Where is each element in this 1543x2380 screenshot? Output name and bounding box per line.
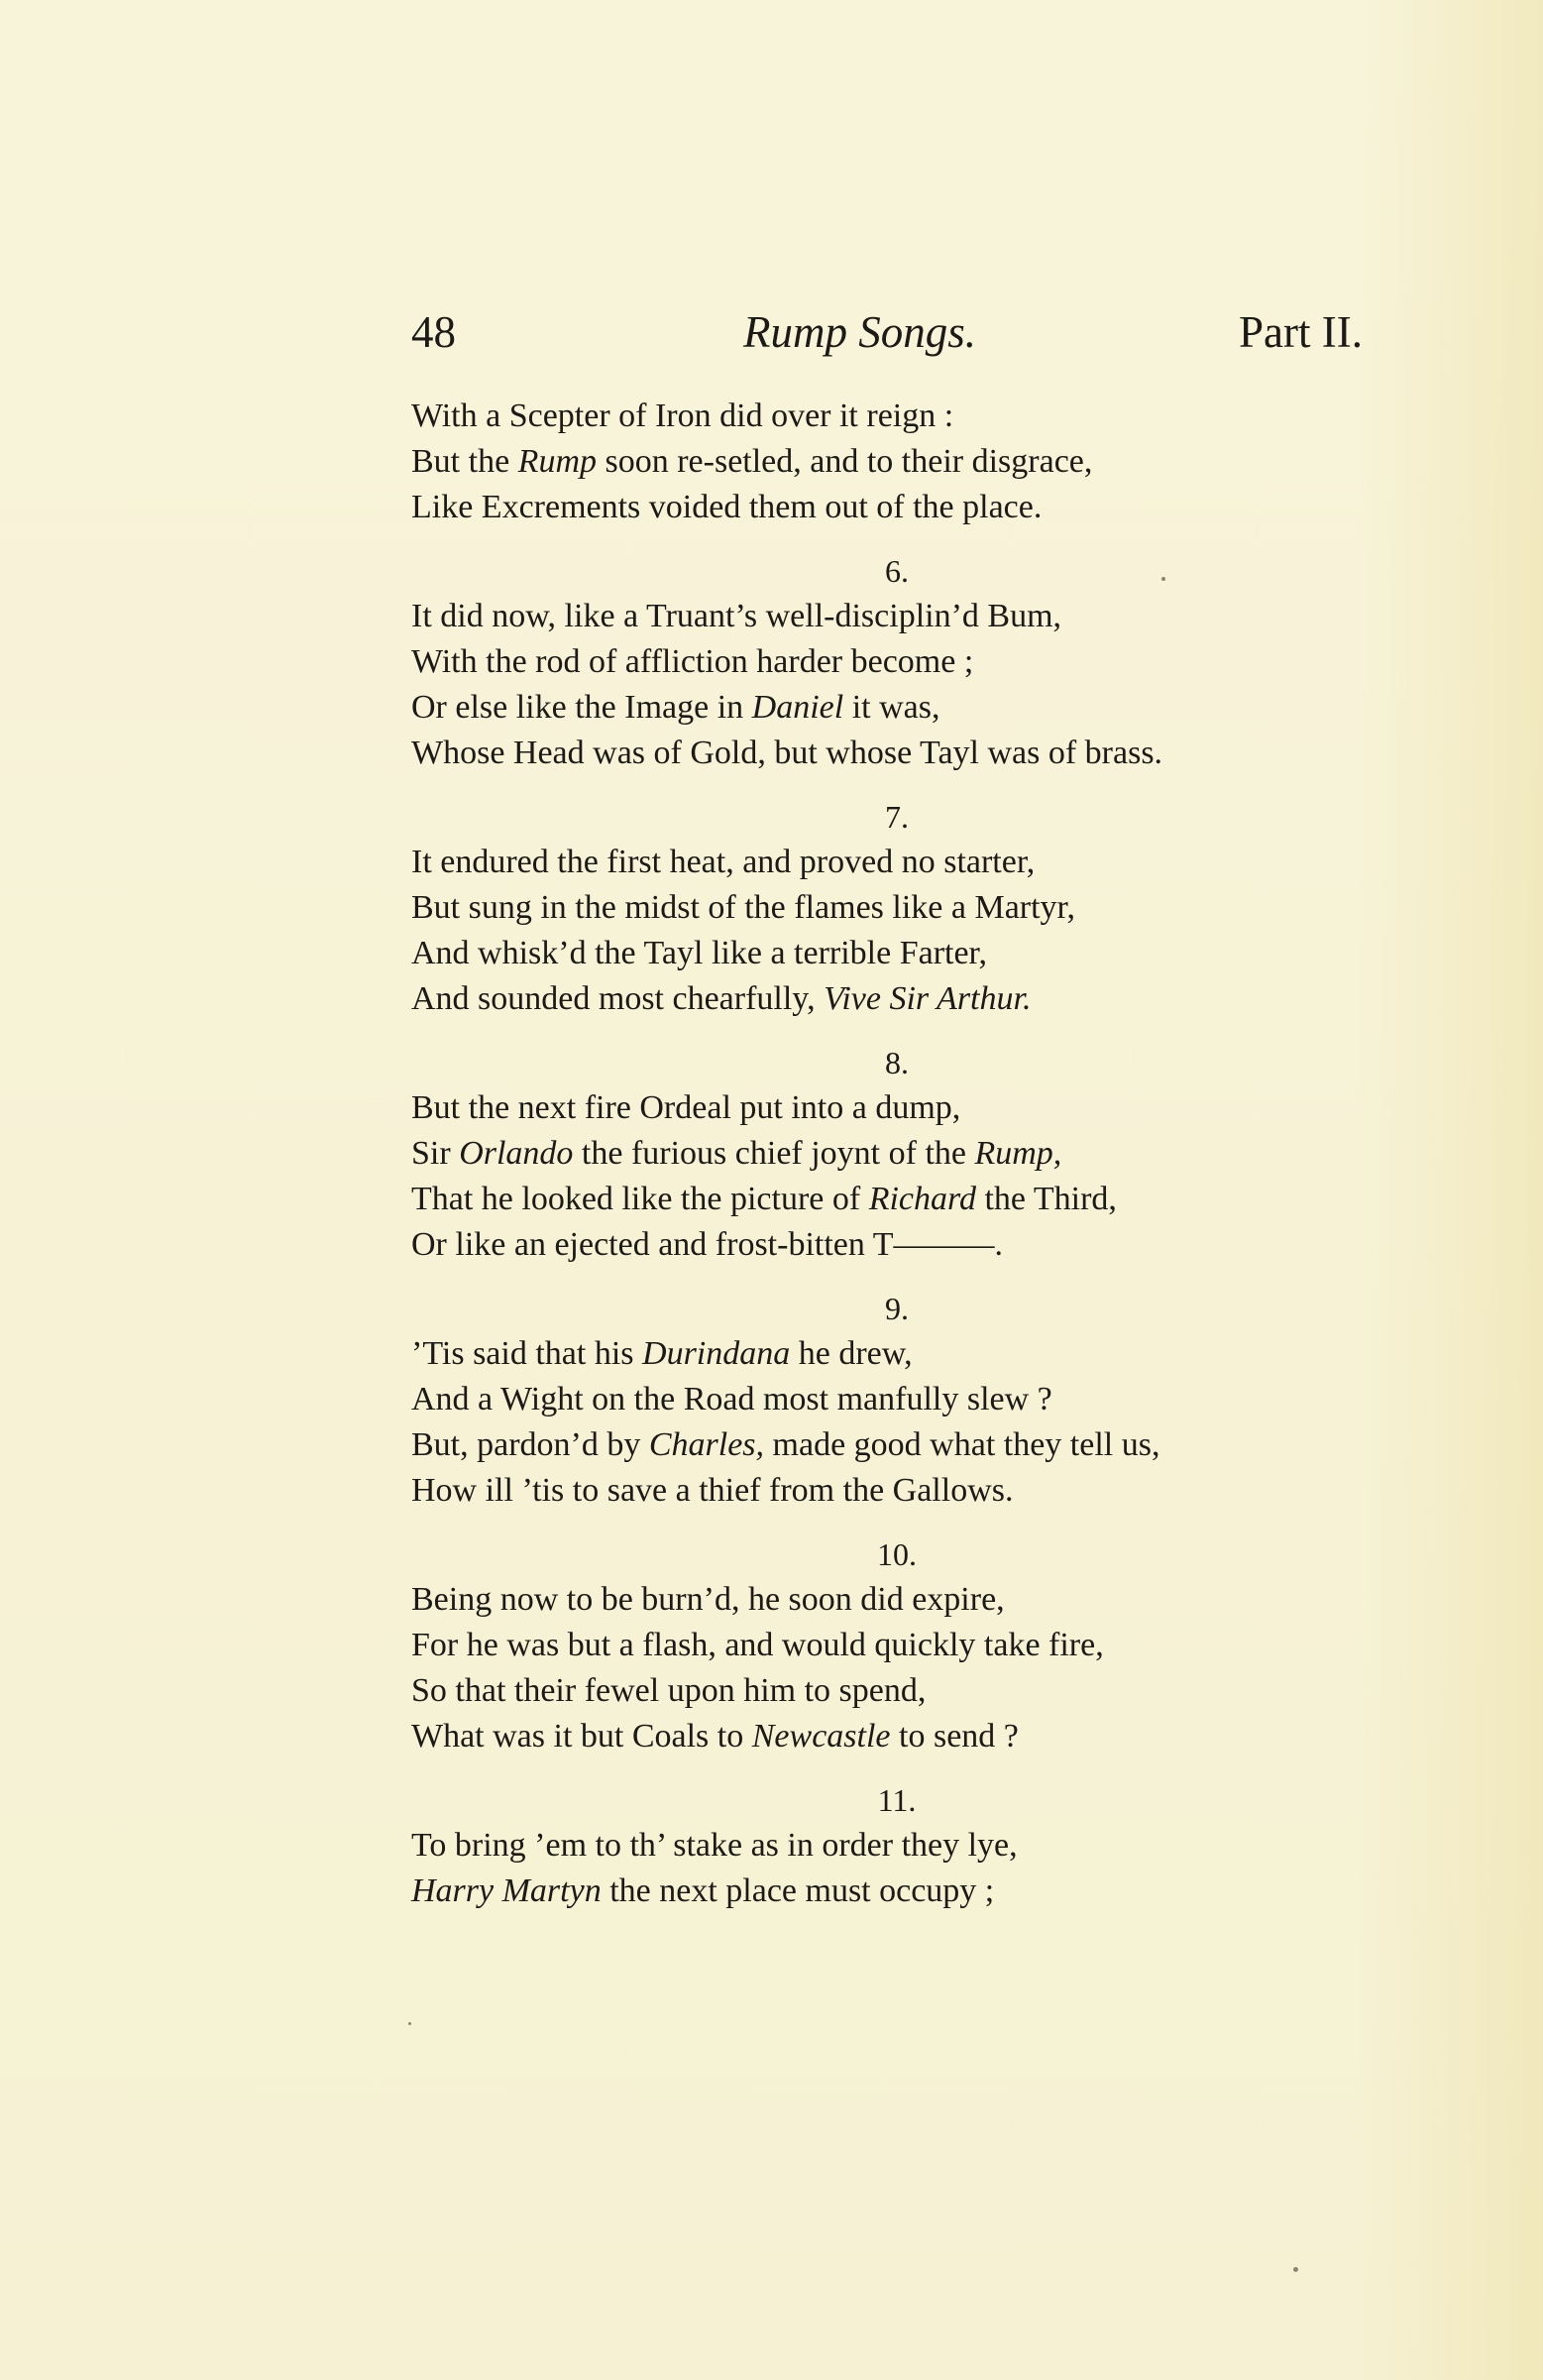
verse-line: And a Wight on the Road most manfully slew ?	[411, 1381, 1052, 1417]
verse-line: For he was but a flash, and would quickly take fire,	[411, 1627, 1104, 1663]
stanza-number: 11.	[877, 1782, 917, 1818]
verse-line: It did now, like a Truant’s well-disciplin’d Bum,	[411, 598, 1062, 634]
verse-line: Sir Orlando the furious chief joynt of the Rump,	[411, 1135, 1062, 1172]
page-number: 48	[411, 307, 456, 357]
paper-speck	[408, 2022, 411, 2025]
italic-text: Daniel	[751, 689, 844, 726]
verse-line: With a Scepter of Iron did over it reign :	[411, 397, 954, 434]
paper-speck	[1161, 577, 1165, 581]
italic-text: Vive Sir Arthur.	[824, 980, 1032, 1017]
verse-line: Harry Martyn the next place must occupy ;	[411, 1872, 995, 1909]
verse-line: But, pardon’d by Charles, made good what they tell us,	[411, 1426, 1160, 1463]
verse-line: Being now to be burn’d, he soon did expire,	[411, 1581, 1005, 1618]
italic-text: Orlando	[459, 1135, 574, 1172]
verse-line: Whose Head was of Gold, but whose Tayl was of brass.	[411, 735, 1163, 771]
paper-speck	[1293, 2267, 1298, 2272]
stanza-number: 9.	[885, 1291, 909, 1326]
verse-line: It endured the first heat, and proved no starter,	[411, 844, 1036, 880]
verse-line: What was it but Coals to Newcastle to send ?	[411, 1718, 1019, 1755]
italic-text: Rump,	[974, 1135, 1062, 1172]
italic-text: Rump	[517, 443, 597, 480]
verse-line: To bring ’em to th’ stake as in order they lye,	[411, 1827, 1018, 1864]
italic-text: Charles,	[648, 1426, 765, 1463]
verse-line: So that their fewel upon him to spend,	[411, 1672, 927, 1709]
verse-line: Like Excrements voided them out of the place.	[411, 489, 1043, 525]
italic-text: Harry Martyn	[411, 1872, 602, 1909]
stanza-number: 8.	[885, 1045, 909, 1080]
verse-line: Or like an ejected and frost-bitten T———.	[411, 1226, 1004, 1263]
poem-body	[411, 394, 1363, 1914]
verse-line: ’Tis said that his Durindana he drew,	[411, 1335, 913, 1372]
italic-text: Newcastle	[751, 1718, 891, 1755]
verse-line: And sounded most chearfully, Vive Sir Arthur.	[411, 980, 1032, 1017]
italic-text: Durindana	[642, 1335, 791, 1372]
verse-line: How ill ’tis to save a thief from the Gallows.	[411, 1472, 1014, 1509]
verse-line: Or else like the Image in Daniel it was,	[411, 689, 940, 726]
verse-line: But the next fire Ordeal put into a dump,	[411, 1089, 961, 1126]
verse-line: And whisk’d the Tayl like a terrible Farter,	[411, 935, 988, 971]
part-label: Part II.	[1239, 307, 1363, 357]
stanza-number: 10.	[877, 1536, 917, 1572]
verse-line: But sung in the midst of the flames like a Martyr,	[411, 889, 1076, 926]
italic-text: Richard	[868, 1181, 976, 1217]
stanza-number: 6.	[885, 553, 909, 589]
running-title: Rump Songs.	[743, 307, 976, 357]
page-header	[411, 302, 1363, 362]
verse-line: But the Rump soon re-setled, and to their disgrace,	[411, 443, 1093, 480]
verse-line: With the rod of affliction harder become ;	[411, 643, 974, 680]
stanza-number: 7.	[885, 799, 909, 835]
verse-line: That he looked like the picture of Richard the Third,	[411, 1181, 1117, 1217]
